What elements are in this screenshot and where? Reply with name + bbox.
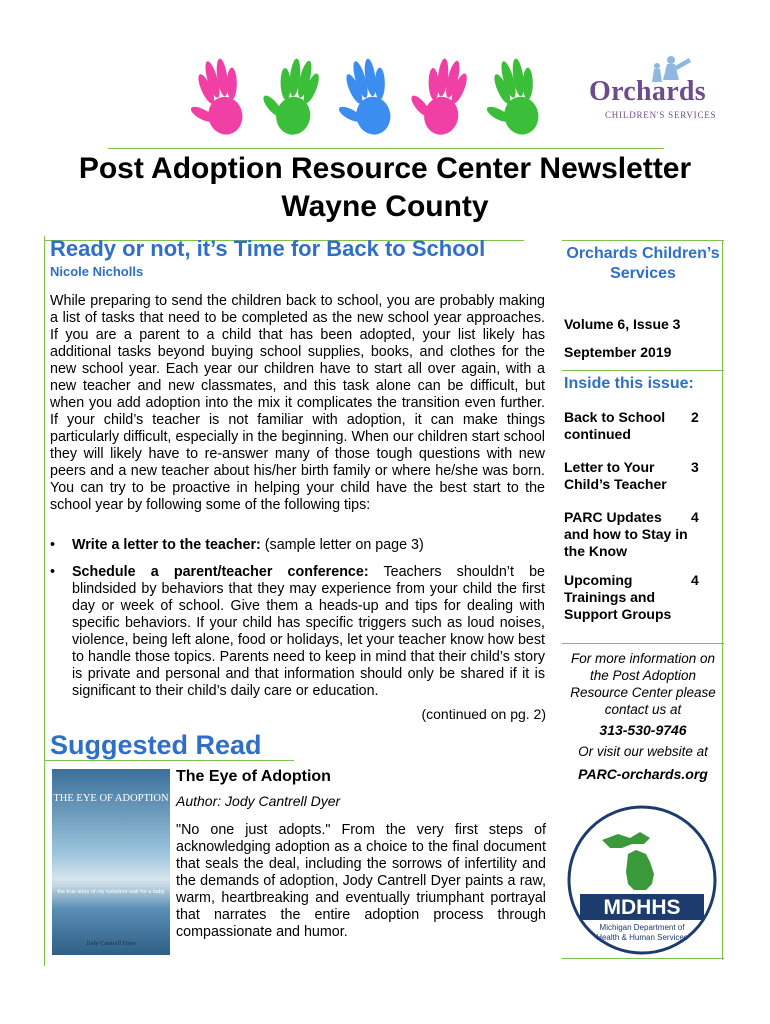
- colorful-hands-illustration: [188, 50, 558, 142]
- orchards-logo-subtitle: CHILDREN'S SERVICES: [605, 110, 717, 120]
- toc-item-label: PARC Updates and how to Stay in the Know: [564, 509, 688, 559]
- sidebar-top-rule: [562, 240, 724, 241]
- toc-item-label: Back to School continued: [564, 409, 666, 442]
- tip-title: Write a letter to the teacher:: [72, 537, 261, 553]
- contact-text: For more information on the Post Adoption Resource Center please contact us at: [570, 651, 716, 717]
- toc-item-page: 4: [691, 509, 699, 525]
- volume-issue: Volume 6, Issue 3: [564, 316, 681, 332]
- article-body: While preparing to send the children back to school, you are probably making a list of tasks that need to be completed as the new school year approaches. If you are a parent to a child that has been adopted, your list likely has additional tasks beyond buying school supplies, books, and clothes for the new school year. Each year our children have to start all over again, with a new teacher and new classmates, and this task alone can be difficult, but when you add adoption into the mix it complicates the transition even further. If your child’s teacher is not familiar with adoption, it can make things particularly difficult, especially in the beginning. When our children start school they will likely have to re-answer many of those tough questions with new peers and a new teacher about his/her birth family or where he/she was born. You can try to be proactive in helping your child have the best start to the school year by following some of the following tips:: [50, 293, 545, 513]
- list-item: [50, 564, 545, 700]
- mdhhs-acronym: MDHHS: [603, 896, 681, 919]
- website-text: Or visit our website at: [578, 744, 708, 759]
- mdhhs-line2: Health & Human Services: [596, 933, 688, 942]
- mdhhs-logo: [566, 804, 718, 956]
- orchards-logo: [575, 52, 725, 122]
- newsletter-title: Post Adoption Resource Center Newsletter: [78, 152, 692, 185]
- tips-list: [50, 537, 545, 710]
- hand-print-icon: [475, 55, 546, 141]
- article-heading: Ready or not, it’s Time for Back to School: [50, 236, 486, 261]
- suggested-read-heading: Suggested Read: [50, 730, 262, 760]
- bullet-icon: •: [50, 564, 56, 580]
- book-cover-image: [52, 769, 170, 955]
- hand-print-icon: [327, 55, 398, 141]
- toc-item: [564, 409, 704, 443]
- cover-title: THE EYE OF ADOPTION: [53, 793, 169, 804]
- phone-number: 313-530-9746: [599, 722, 687, 738]
- toc-item: [564, 572, 704, 623]
- article-author: Nicole Nicholls: [50, 264, 144, 279]
- toc-item-label: Upcoming Trainings and Support Groups: [564, 572, 672, 622]
- header-divider: [108, 148, 664, 149]
- book-description: "No one just adopts." From the very first steps of acknowledging adoption as a choice to the final document that seals the deal, including the sorrows of infertility and the demands of adoption, Jody Cantrell Dyer paints a raw, warm, heartbreaking and eventually triumphant portrayal that narrates the entire adoption process through compassionate and humor.: [176, 822, 546, 940]
- inside-issue-rule: [562, 370, 724, 371]
- hand-print-icon: [403, 53, 472, 138]
- bullet-icon: •: [50, 537, 56, 553]
- tip-title: Schedule a parent/teacher conference:: [72, 564, 369, 580]
- toc-item-page: 3: [691, 459, 699, 475]
- hand-print-icon: [188, 55, 250, 141]
- toc-item-page: 4: [691, 572, 699, 588]
- book-title: The Eye of Adoption: [176, 768, 331, 785]
- toc-item: [564, 509, 704, 560]
- continued-note: (continued on pg. 2): [421, 706, 546, 722]
- hand-print-icon: [255, 53, 324, 138]
- toc-item-label: Letter to Your Child’s Teacher: [564, 459, 667, 492]
- left-column-border: [44, 236, 45, 966]
- tip-text: (sample letter on page 3): [260, 537, 424, 553]
- suggested-read-rule: [44, 760, 294, 761]
- issue-date: September 2019: [564, 344, 672, 360]
- cover-author: Jody Cantrell Dyer: [86, 940, 136, 947]
- list-item: [50, 537, 545, 554]
- sidebar-org-name: Orchards Children’s Services: [566, 245, 720, 282]
- website-link[interactable]: PARC-orchards.org: [578, 766, 708, 782]
- sidebar-bottom-rule: [562, 958, 724, 959]
- toc-item: [564, 459, 704, 493]
- orchards-logo-name: Orchards: [589, 76, 706, 107]
- toc-item-page: 2: [691, 409, 699, 425]
- newsletter-subtitle: Wayne County: [281, 190, 489, 223]
- book-author: Author: Jody Cantrell Dyer: [176, 793, 341, 809]
- mdhhs-line1: Michigan Department of: [599, 923, 685, 932]
- sidebar-right-border: [722, 240, 723, 960]
- cover-tagline: the true story of my turbulent wait for a baby: [57, 889, 165, 895]
- tip-text: Teachers shouldn’t be blindsided by behaviors that they may experience from your child the first day or week of school. Give them a heads-up and tips for dealing with specific behaviors. If your child has specific triggers such as loud noises, violence, being left alone, food or holidays, let your teacher know how best to handle those topics. Parents need to keep in mind that their child’s story is private and personal and that information should only be shared if it is significant to their child’s daily care or education.: [72, 564, 545, 699]
- contact-rule: [562, 643, 724, 644]
- inside-issue-heading: Inside this issue:: [564, 375, 694, 392]
